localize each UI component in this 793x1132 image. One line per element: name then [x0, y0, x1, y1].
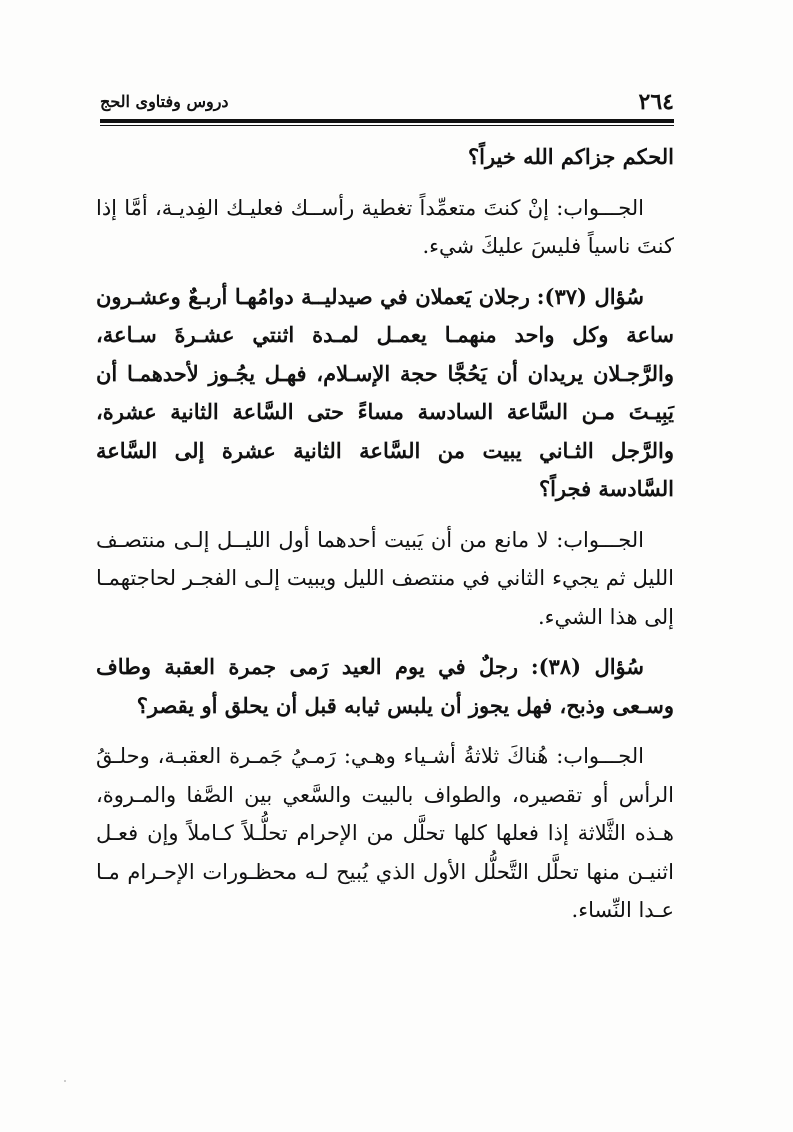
answer-paragraph: [96, 737, 674, 930]
question-text: رجلان يَعملان في صيدليــة دوامُهـا أربـعٌ وعشـرون ساعة وكل واحد منهمـا يعمـل لمـدة اثنتي عشـرةَ سـاعة، والرَّجـلان يريدان أن يَحُجَّا حجة الإسـلام، فهـل يجُـوز لأحدهمـا أن يَبِيـتَ مـن السَّاعة السادسة مساءً حتى السَّاعة الثانية عشرة، والرَّجل الثـاني يبيت من السَّاعة الثانية عشرة إلى السَّاعة السَّادسة فجراً؟: [96, 283, 674, 501]
answer-paragraph: [96, 521, 674, 637]
question-label: سُؤال (٣٨):: [530, 654, 644, 679]
answer-label: الجـــواب:: [556, 527, 644, 552]
answer-label: الجـــواب:: [556, 744, 644, 768]
body-text: [96, 138, 674, 942]
page-number: ٢٦٤: [638, 89, 674, 115]
scan-speck: [64, 1080, 66, 1082]
header-rule-thick: [100, 119, 674, 123]
question-label: سُؤال (٣٧):: [536, 283, 644, 309]
running-header: [100, 88, 674, 118]
question-continuation-text: الحكم جزاكم الله خيراً؟: [467, 144, 674, 169]
answer-label: الجـــواب:: [556, 195, 644, 220]
answer-text: هُناكَ ثلاثةُ أشـياء وهـي: رَمـيُ جَمـرة العقبـة، وحلـقُ الرأس أو تقصيره، والطواف بالبيت والسَّعي بين الصَّفا والمـروة، هـذه الثَّلاثة إذا فعلها كلها تحلَّل من الإحرام تحلُّـلاً كـاملاً وإن فعـل اثنيـن منها تحلَّل التَّحلُّل الأول الذي يُبيح لـه محظـورات الإحـرام مـا عـدا النِّساء.: [96, 744, 674, 922]
header-rule-thin: [100, 125, 674, 126]
question-paragraph: [96, 648, 674, 725]
question-paragraph: [96, 278, 674, 509]
book-title: دروس وفتاوى الحج: [100, 92, 229, 111]
question-text: رجلٌ في يوم العيد رَمى جمرة العقبة وطاف وسـعى وذبح، فهل يجوز أن يلبس ثيابه قبل أن يحلق أو يقصر؟: [96, 654, 674, 718]
answer-text: إنْ كنتَ متعمِّداً تغطية رأســك فعليـك الفِديـة، أمَّا إذا كنتَ ناسياً فليسَ عليكَ شيء.: [96, 195, 674, 258]
answer-text: لا مانع من أن يَبيت أحدهما أول الليــل إلـى منتصـف الليل ثم يجيء الثاني في منتصف الليل ويبيت إلـى الفجـر لحاجتهمـا إلى هذا الشيء.: [96, 527, 674, 629]
paragraph-continuation: [96, 138, 674, 177]
answer-paragraph: [96, 189, 674, 266]
